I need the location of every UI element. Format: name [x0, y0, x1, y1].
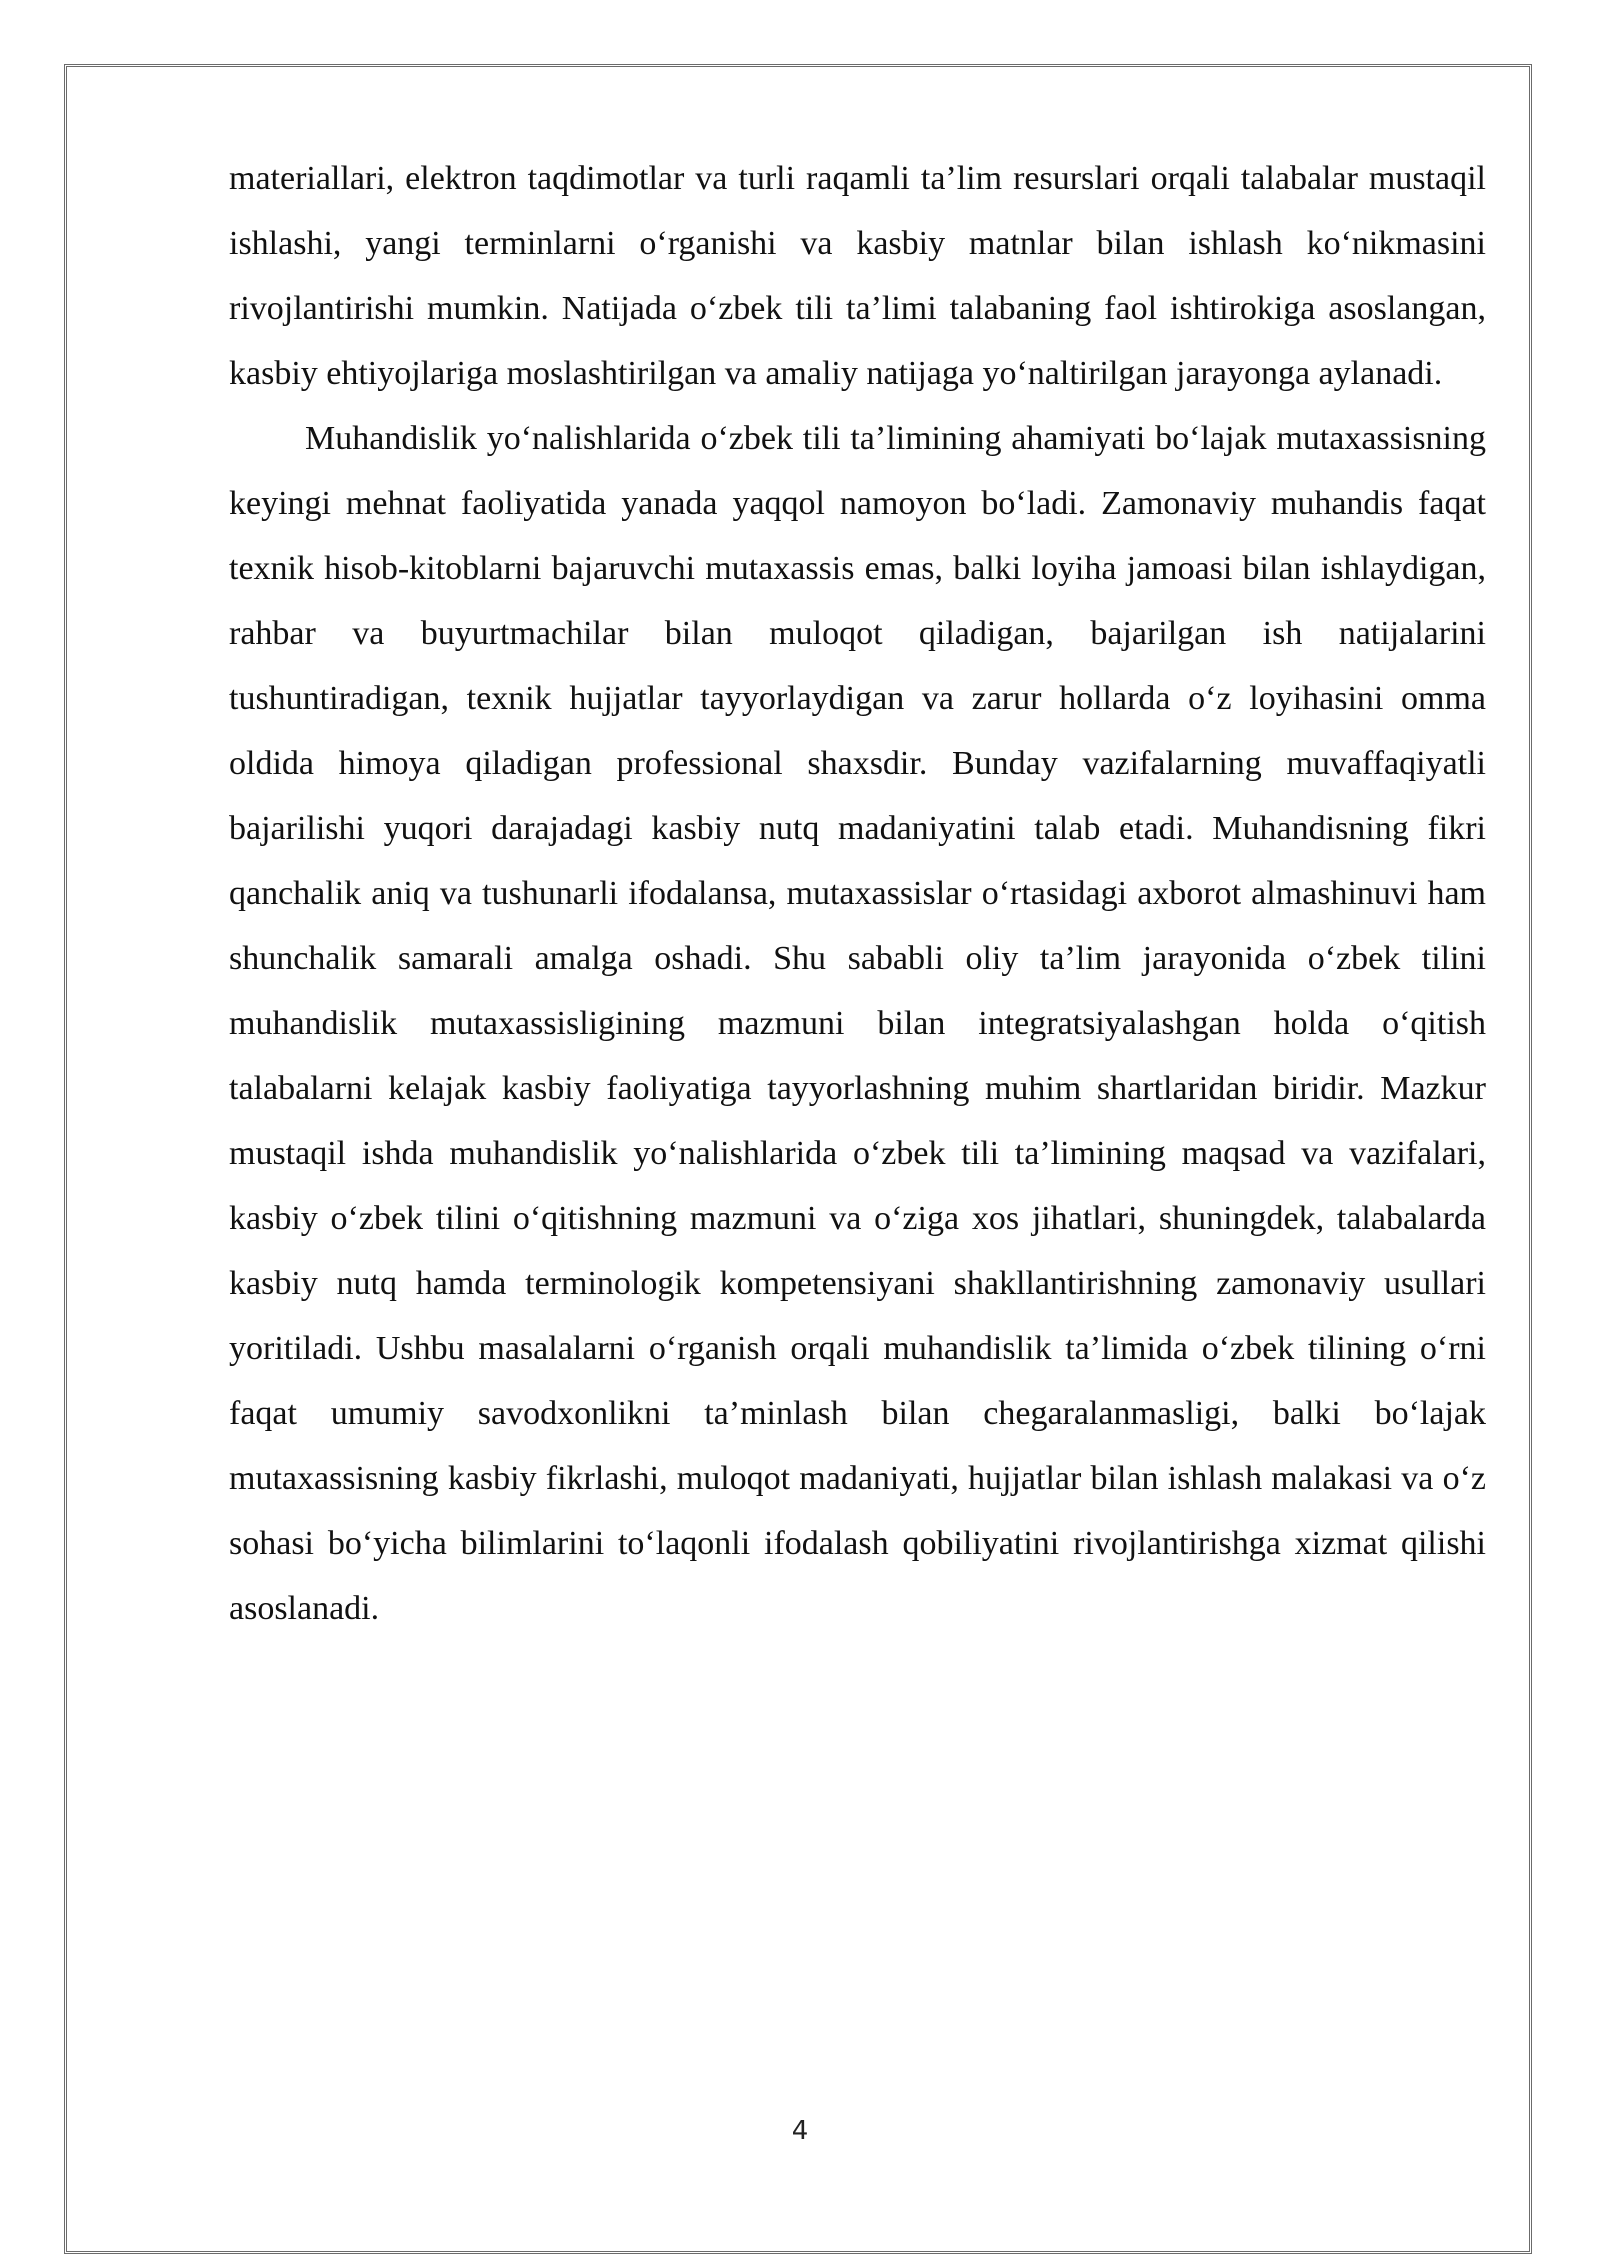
paragraph-continuation: materiallari, elektron taqdimotlar va turli raqamli ta’lim resurslari orqali talabalar mustaqil ishlashi, yangi terminlarni o‘rganishi va kasbiy matnlar bilan ishlash ko‘nikmasini rivojlantirishi mumkin. Natijada o‘zbek tili ta’limi talabaning faol ishtirokiga asoslangan, kasbiy ehtiyojlariga moslashtirilgan va amaliy natijaga yo‘naltirilgan jarayonga aylanadi. — [229, 160, 1486, 392]
page-number: 4 — [791, 2116, 809, 2146]
document-body — [229, 146, 1486, 1641]
paragraph-main: Muhandislik yo‘nalishlarida o‘zbek tili ta’limining ahamiyati bo‘lajak mutaxassisning keyingi mehnat faoliyatida yanada yaqqol namoyon bo‘ladi. Zamonaviy muhandis faqat texnik hisob-kitoblarni bajaruvchi mutaxassis emas, balki loyiha jamoasi bilan ishlaydigan, rahbar va buyurtmachilar bilan muloqot qiladigan, bajarilgan ish natijalarini tushuntiradigan, texnik hujjatlar tayyorlaydigan va zarur hollarda o‘z loyihasini omma oldida himoya qiladigan professional shaxsdir. Bunday vazifalarning muvaffaqiyatli bajarilishi yuqori darajadagi kasbiy nutq madaniyatini talab etadi. Muhandisning fikri qanchalik aniq va tushunarli ifodalansa, mutaxassislar o‘rtasidagi axborot almashinuvi ham shunchalik samarali amalga oshadi. Shu sababli oliy ta’lim jarayonida o‘zbek tilini muhandislik mutaxassisligining mazmuni bilan integratsiyalashgan holda o‘qitish talabalarni kelajak kasbiy faoliyatiga tayyorlashning muhim shartlaridan biridir. Mazkur mustaqil ishda muhandislik yo‘nalishlarida o‘zbek tili ta’limining maqsad va vazifalari, kasbiy o‘zbek tilini o‘qitishning mazmuni va o‘ziga xos jihatlari, shuningdek, talabalarda kasbiy nutq hamda terminologik kompetensiyani shakllantirishning zamonaviy usullari yoritiladi. Ushbu masalalarni o‘rganish orqali muhandislik ta’limida o‘zbek tilining o‘rni faqat umumiy savodxonlikni ta’minlash bilan chegaralanmasligi, balki bo‘lajak mutaxassisning kasbiy fikrlashi, muloqot madaniyati, hujjatlar bilan ishlash malakasi va o‘z sohasi bo‘yicha bilimlarini to‘laqonli ifodalash qobiliyatini rivojlantirishga xizmat qilishi asoslanadi. — [229, 420, 1486, 1627]
